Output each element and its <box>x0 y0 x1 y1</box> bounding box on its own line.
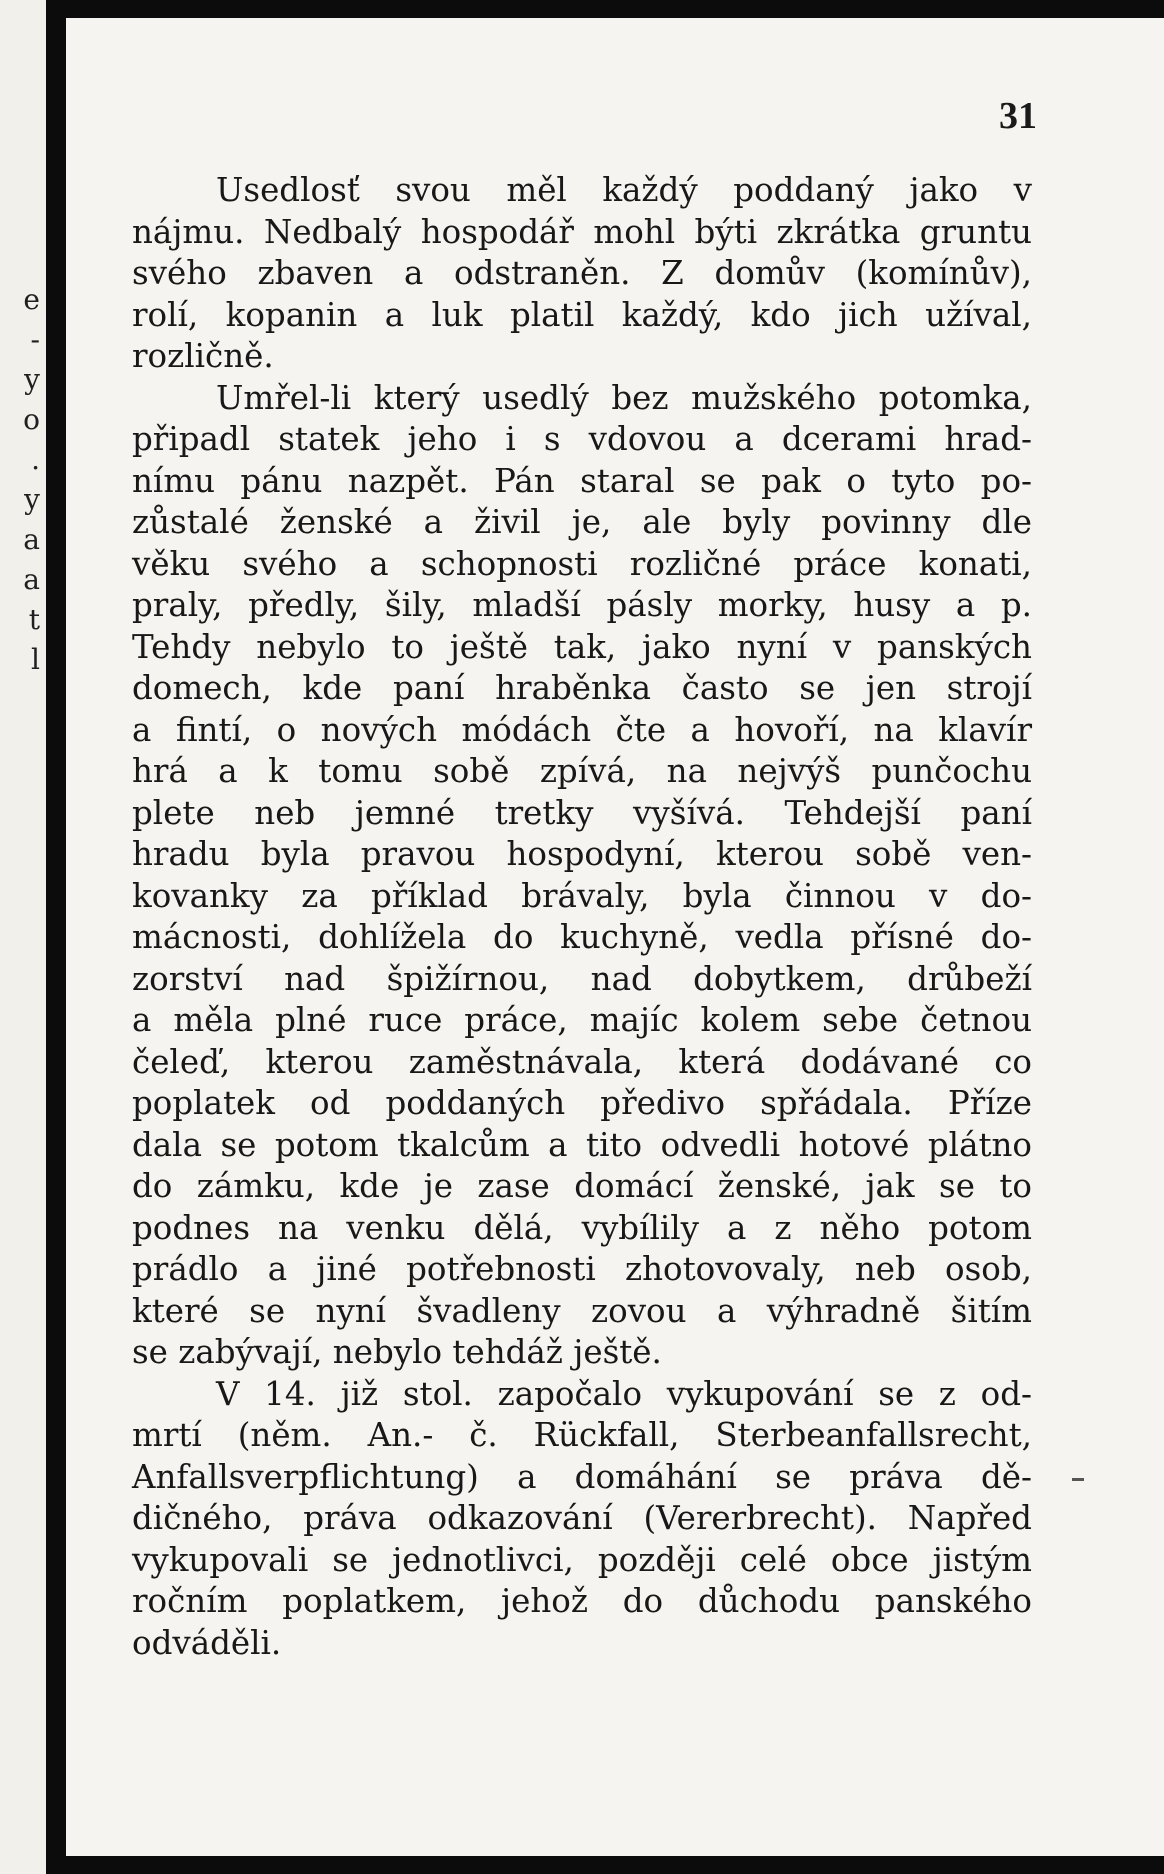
text-line: hrá a k tomu sobě zpívá, na nejvýš punčochu <box>132 752 1032 790</box>
text-line: Usedlosť svou měl každý poddaný jako v <box>216 171 1032 209</box>
page-number: 31 <box>999 95 1037 137</box>
print-speck <box>1072 1478 1084 1481</box>
text-line: ročním poplatkem, jehož do důchodu panského <box>132 1582 1032 1620</box>
margin-letter: y <box>24 483 40 516</box>
text-line: věku svého a schopnosti rozličné práce konati, <box>132 544 1032 583</box>
text-line: rolí, kopanin a luk platil každý, kdo jich užíval, <box>132 295 1032 334</box>
margin-letter: a <box>23 563 40 596</box>
text-line: nájmu. Nedbalý hospodář mohl býti zkrátka gruntu <box>132 212 1032 251</box>
text-line: nímu pánu nazpět. Pán staral se pak o tyto po- <box>132 461 1032 500</box>
margin-letter: l <box>31 643 40 676</box>
text-line: podnes na venku dělá, vybílily a z něho potom <box>132 1208 1032 1247</box>
text-line: Umřel-li který usedlý bez mužského potomka, <box>216 378 1032 417</box>
text-line: domech, kde paní hraběnka často se jen strojí <box>132 669 1032 707</box>
text-line: rozličně. <box>132 337 274 375</box>
text-line: dala se potom tkalcům a tito odvedli hotové plátno <box>132 1125 1032 1164</box>
margin-letter: o <box>23 403 40 436</box>
text-line: zorství nad špižírnou, nad dobytkem, drůbeží <box>132 959 1032 998</box>
text-line: zůstalé ženské a živil je, ale byly povinny dle <box>132 503 1032 541</box>
text-line: kovanky za příklad brávaly, byla činnou v do- <box>132 876 1032 915</box>
margin-letter: t <box>28 603 40 636</box>
text-line: mácnosti, dohlížela do kuchyně, vedla přísné do- <box>132 918 1032 956</box>
text-line: Tehdy nebylo to ještě tak, jako nyní v panských <box>132 627 1032 666</box>
text-line: vykupovali se jednotlivci, později celé obce jistým <box>132 1540 1032 1579</box>
text-line: hradu byla pravou hospodyní, kterou sobě ven- <box>132 835 1032 873</box>
text-line: praly, předly, šily, mladší pásly morky, husy a p. <box>132 586 1032 624</box>
text-line: do zámku, kde je zase domácí ženské, jak se to <box>132 1167 1032 1205</box>
text-line: prádlo a jiné potřebnosti zhotovovaly, neb osob, <box>132 1250 1032 1288</box>
text-line: a měla plné ruce práce, majíc kolem sebe četnou <box>132 1001 1032 1039</box>
margin-letter: a <box>23 523 40 556</box>
adjacent-page-edge <box>0 0 46 1874</box>
body-text <box>132 170 1032 1664</box>
text-line: plete neb jemné tretky vyšívá. Tehdejší paní <box>132 793 1032 832</box>
margin-letter: . <box>31 443 40 476</box>
text-line: které se nyní švadleny zovou a výhradně šitím <box>132 1291 1032 1330</box>
book-page <box>66 18 1164 1856</box>
text-line: čeleď, kterou zaměstnávala, která dodávané co <box>132 1042 1032 1081</box>
text-line: odváděli. <box>132 1623 282 1662</box>
text-line: dičného, práva odkazování (Vererbrecht). Napřed <box>132 1499 1032 1537</box>
text-line: Anfallsverpflichtung) a domáhání se práva dě- <box>132 1457 1032 1496</box>
text-line: připadl statek jeho i s vdovou a dcerami hrad- <box>132 420 1032 458</box>
text-line: mrtí (něm. An.- č. Rückfall, Sterbeanfallsrecht, <box>132 1416 1032 1454</box>
margin-letter: - <box>30 323 40 356</box>
text-line: poplatek od poddaných předivo spřádala. Příze <box>132 1084 1032 1122</box>
text-line: a fintí, o nových módách čte a hovoří, na klavír <box>132 710 1032 749</box>
margin-letter: y <box>24 363 40 396</box>
adjacent-page-letters <box>0 280 40 680</box>
text-line: V 14. již stol. započalo vykupování se z od- <box>216 1374 1032 1413</box>
text-line: se zabývají, nebylo tehdáž ještě. <box>132 1333 662 1371</box>
margin-letter: e <box>23 283 40 316</box>
text-line: svého zbaven a odstraněn. Z domův (komínův), <box>132 254 1032 292</box>
